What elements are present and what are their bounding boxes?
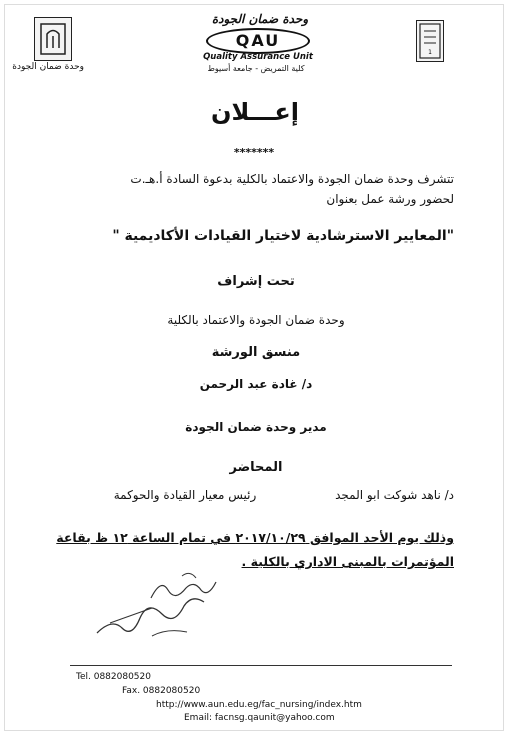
- college-logo-left: [34, 17, 72, 61]
- supervision-heading: تحت إشراف: [217, 274, 295, 289]
- lecturer-heading: المحاضر: [229, 460, 283, 475]
- lecturer-title: رئيس معيار القيادة والحوكمة: [113, 488, 257, 502]
- intro-line-1: تتشرف وحدة ضمان الجودة والاعتماد بالكلية بدعوة السادة أ.هـ.ت: [130, 172, 454, 186]
- coordinator-name: د/ غادة عبد الرحمن: [199, 377, 313, 391]
- qau-logo-oval: [206, 28, 310, 54]
- venue-line: المؤتمرات بالمبنى الاداري بالكلية .: [241, 554, 454, 569]
- footer-tel: Tel. 0882080520: [76, 672, 151, 682]
- university-logo-right: [416, 20, 444, 62]
- announcement-title: إعـــلان: [211, 98, 299, 126]
- workshop-title: "المعايير الاسترشادية لاختيار القيادات الأكاديمية ": [112, 228, 454, 244]
- footer-divider: [70, 665, 452, 666]
- qau-logo-text: QAU: [235, 31, 281, 50]
- signature-lower: [92, 588, 212, 643]
- college-line: كلية التمريض - جامعة أسيوط: [207, 64, 305, 73]
- date-line: وذلك يوم الأحد الموافق ٢٠١٧/١٠/٢٩ في تمام الساعة ١٢ ظ بقاعة: [56, 530, 454, 545]
- coordinator-title: مدير وحدة ضمان الجودة: [185, 420, 327, 434]
- stars-divider: *******: [233, 146, 275, 159]
- svg-text:1: 1: [428, 49, 432, 56]
- left-logo-caption: وحدة ضمان الجودة: [12, 62, 84, 72]
- unit-english-name: Quality Assurance Unit: [203, 52, 313, 62]
- lecturer-name: د/ ناهد شوكت ابو المجد: [335, 488, 454, 502]
- intro-line-2: لحضور ورشة عمل بعنوان: [326, 192, 454, 206]
- supervision-text: وحدة ضمان الجودة والاعتماد بالكلية: [167, 313, 345, 327]
- footer-email[interactable]: Email: facnsg.qaunit@yahoo.com: [184, 713, 335, 723]
- college-emblem-icon: [35, 18, 71, 60]
- footer-url[interactable]: http://www.aun.edu.eg/fac_nursing/index.htm: [156, 700, 362, 710]
- qau-arabic-title: وحدة ضمان الجودة: [211, 12, 309, 26]
- footer-fax: Fax. 0882080520: [122, 686, 201, 696]
- coordinator-heading: منسق الورشة: [211, 345, 301, 360]
- university-emblem-icon: [417, 21, 443, 61]
